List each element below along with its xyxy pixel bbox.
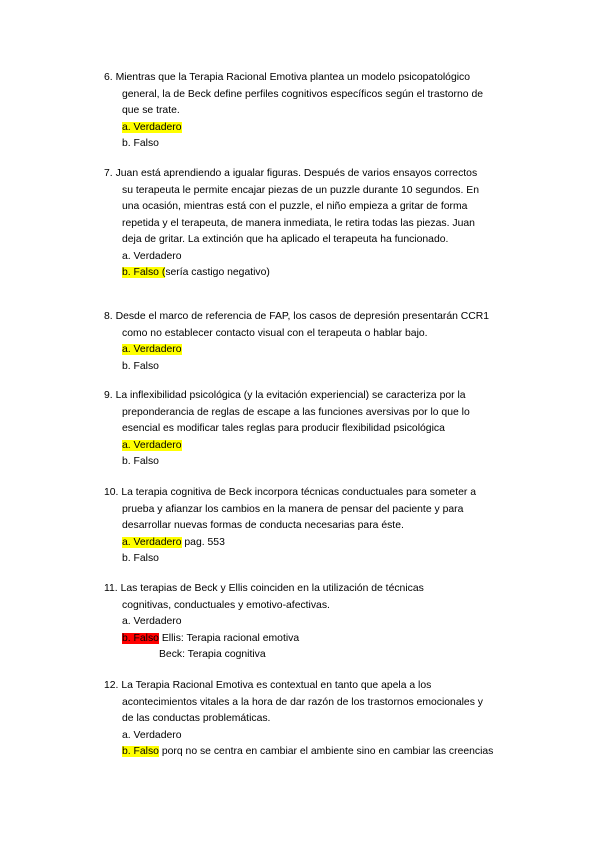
question-6 [104, 70, 524, 153]
question-text: La inflexibilidad psicológica (y la evitación experiencial) se caracteriza por la [115, 390, 466, 401]
question-text: esencial es modificar tales reglas para producir flexibilidad psicológica [122, 423, 445, 434]
question-text: desarrollar nuevas formas de conducta necesarias para éste. [122, 520, 404, 531]
option-b [104, 744, 524, 761]
option-b [104, 454, 524, 471]
question-text: Las terapias de Beck y Ellis coinciden en la utilización de técnicas [120, 583, 424, 594]
question-stem [104, 166, 524, 249]
question-text: Mientras que la Terapia Racional Emotiva plantea un modelo psicopatológico [115, 72, 471, 83]
question-9 [104, 388, 524, 471]
option-a-label: a. Verdadero [122, 536, 182, 548]
question-12 [104, 678, 524, 761]
question-7 [104, 166, 524, 282]
question-stem [104, 70, 524, 120]
question-text: cognitivas, conductuales y emotivo-afectivas. [122, 599, 330, 611]
option-b-label: b. Falso [122, 553, 159, 564]
option-b-label: b. Falso [122, 360, 159, 372]
question-text: La terapia cognitiva de Beck incorpora técnicas conductuales para someter a [121, 487, 476, 498]
option-b [104, 551, 524, 568]
question-text: deja de gritar. La extinción que ha aplicado el terapeuta ha funcionado. [122, 234, 449, 245]
option-b-label: b. Falso [122, 456, 159, 467]
option-b [104, 631, 524, 648]
option-a [104, 342, 524, 359]
question-number: 9. [104, 390, 113, 401]
question-stem [104, 485, 524, 535]
option-a-label: a. Verdadero [122, 250, 182, 262]
question-text: de las conductas problemáticas. [122, 713, 271, 724]
question-number: 11. [104, 583, 118, 594]
question-number: 7. [104, 168, 113, 179]
option-b [104, 265, 524, 282]
question-text: La Terapia Racional Emotiva es contextual en tanto que apela a los [121, 680, 432, 691]
option-a-label: a. Verdadero [122, 729, 182, 741]
question-8 [104, 309, 524, 375]
question-text: prueba y afianzar los cambios en la manera de pensar del paciente y para [122, 503, 464, 515]
question-stem [104, 678, 524, 728]
question-text: que se trate. [122, 105, 180, 116]
question-text: repetida y el terapeuta, de manera inmediata, le retira todas las piezas. Juan [122, 217, 475, 229]
option-b-label: b. Falso [122, 138, 159, 149]
option-b-note: sería castigo negativo) [165, 267, 270, 278]
question-text: una ocasión, mientras está con el puzzle, el niño empieza a gritar de forma [122, 201, 468, 212]
option-a-label: a. Verdadero [122, 121, 182, 133]
option-a-label: a. Verdadero [122, 344, 182, 355]
option-a [104, 438, 524, 455]
option-a [104, 120, 524, 137]
question-text: su terapeuta le permite encajar piezas de un puzzle durante 10 segundos. En [122, 184, 479, 196]
option-a-note: pag. 553 [181, 536, 225, 548]
option-a [104, 728, 524, 745]
question-text: acontecimientos vitales a la hora de dar razón de los trastornos emocionales y [122, 696, 483, 708]
question-10 [104, 485, 524, 568]
option-a [104, 535, 524, 552]
question-text: preponderancia de reglas de escape a las funciones aversivas por lo que lo [122, 406, 470, 418]
option-b [104, 359, 524, 376]
option-b-note: porq no se centra en cambiar el ambiente sino en cambiar las creencias [158, 746, 494, 757]
option-a-label: a. Verdadero [122, 616, 182, 627]
question-11 [104, 581, 524, 664]
question-number: 6. [104, 72, 113, 83]
question-number: 12. [104, 680, 119, 691]
option-a [104, 249, 524, 266]
option-b-subnote: Beck: Terapia cognitiva [159, 649, 266, 660]
question-text: Desde el marco de referencia de FAP, los casos de depresión presentarán CCR1 [115, 311, 490, 322]
question-text: Juan está aprendiendo a igualar figuras. Después de varios ensayos correctos [115, 168, 478, 179]
question-text: como no establecer contacto visual con el terapeuta o hablar bajo. [122, 327, 428, 339]
option-b-label: b. Falso ( [122, 267, 166, 278]
question-text: general, la de Beck define perfiles cognitivos específicos según el trastorno de [122, 88, 483, 100]
option-b [104, 136, 524, 153]
option-b-label: b. Falso [122, 632, 159, 644]
option-b-note: Ellis: Terapia racional emotiva [158, 632, 300, 644]
question-stem [104, 581, 524, 614]
question-number: 10. [104, 487, 119, 498]
question-stem [104, 309, 524, 342]
question-stem [104, 388, 524, 438]
question-number: 8. [104, 311, 113, 322]
option-a [104, 614, 524, 631]
option-a-label: a. Verdadero [122, 439, 182, 451]
option-b-label: b. Falso [122, 746, 159, 757]
